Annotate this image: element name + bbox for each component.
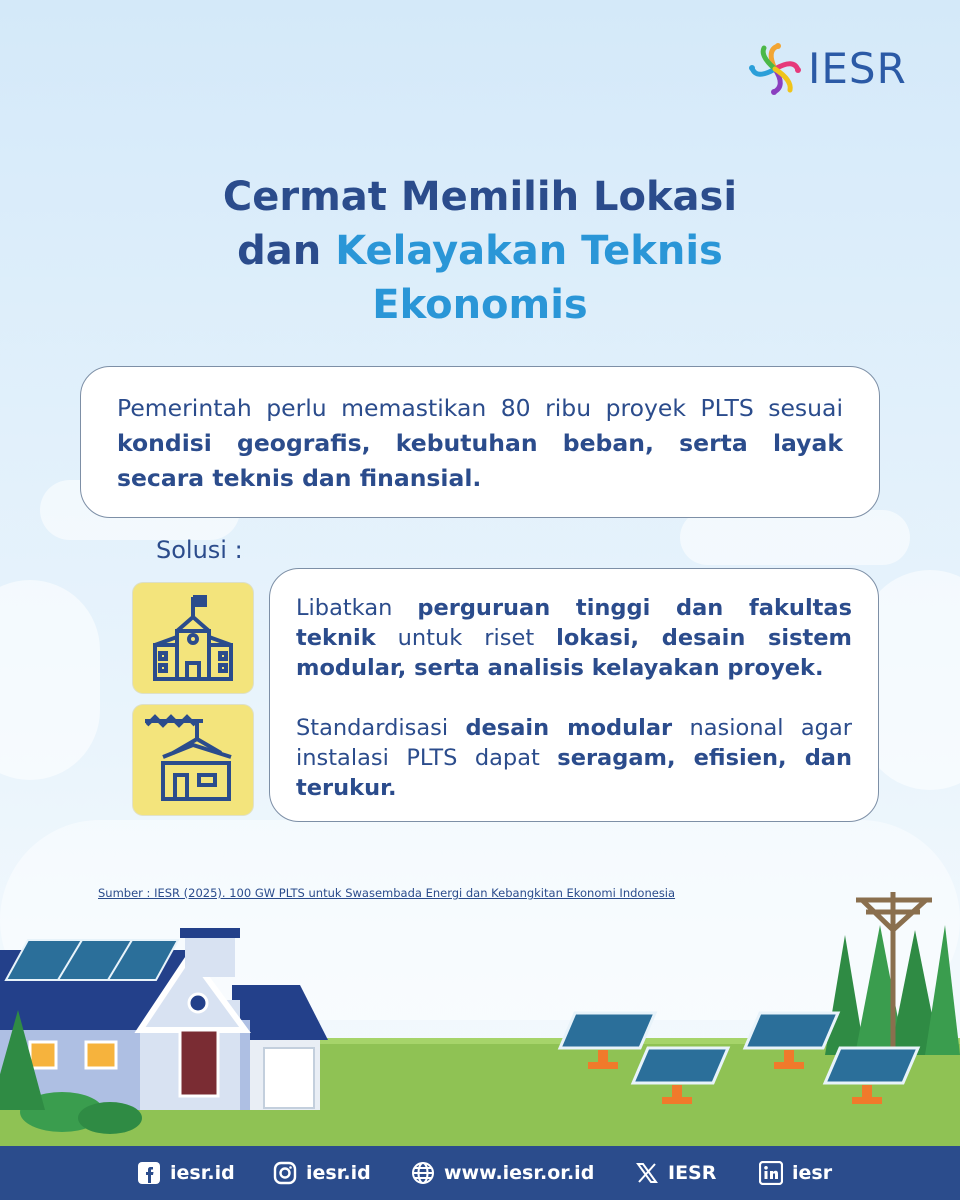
instagram-link[interactable]	[272, 1157, 371, 1189]
instagram-handle: iesr.id	[306, 1162, 371, 1184]
cloud	[0, 580, 100, 780]
university-icon	[133, 583, 253, 693]
solution-1-part-b: perguruan tinggi dan fakultas teknik	[296, 595, 852, 651]
title-line-2-light: Kelayakan Teknis	[335, 228, 723, 274]
page-title	[120, 170, 840, 332]
solution-2-part-d: seragam, efisien, dan terukur.	[296, 745, 853, 801]
intro-text	[117, 391, 843, 496]
linkedin-link[interactable]	[758, 1157, 832, 1189]
iesr-logo-icon	[746, 40, 804, 98]
solution-2-part-b: desain modular	[465, 715, 673, 741]
facebook-handle: iesr.id	[170, 1162, 235, 1184]
linkedin-icon	[758, 1160, 784, 1186]
linkedin-handle: iesr	[792, 1162, 833, 1184]
facebook-link[interactable]	[136, 1157, 235, 1189]
intro-text-regular: Pemerintah perlu memastikan 80 ribu proyek PLTS sesuai	[117, 394, 843, 422]
university-icon-box	[133, 583, 253, 693]
solution-1-part-a: Libatkan	[296, 595, 418, 621]
solusi-label: Solusi :	[156, 536, 243, 564]
intro-card	[80, 366, 880, 518]
solar-landscape-illustration	[0, 880, 960, 1150]
x-link[interactable]	[634, 1157, 716, 1189]
instagram-icon	[272, 1160, 298, 1186]
x-icon	[634, 1160, 660, 1186]
logo-text: IESR	[808, 44, 907, 93]
solution-2-part-c: nasional agar instalasi PLTS dapat	[296, 715, 852, 771]
source-link[interactable]: Sumber : IESR (2025). 100 GW PLTS untuk Swasembada Energi dan Kebangkitan Ekonomi Indonesia	[98, 886, 676, 900]
modular-house-icon	[133, 705, 253, 815]
iesr-logo	[746, 40, 916, 100]
globe-icon	[410, 1160, 436, 1186]
house-icon	[0, 928, 328, 1134]
cloud	[680, 510, 910, 565]
title-line-2-dark: dan	[237, 228, 336, 274]
title-line-3: Ekonomis	[372, 282, 588, 328]
facebook-icon	[136, 1160, 162, 1186]
intro-text-bold: kondisi geografis, kebutuhan beban, serta layak secara teknis dan finansial.	[117, 429, 843, 492]
solution-2-text	[296, 713, 852, 803]
solution-card	[269, 568, 879, 822]
website-link[interactable]	[410, 1157, 594, 1189]
title-line-1: Cermat Memilih Lokasi	[222, 174, 738, 220]
website-url: www.iesr.or.id	[444, 1162, 595, 1184]
title-line-2	[120, 224, 840, 278]
solution-2-part-a: Standardisasi	[296, 715, 466, 741]
solution-1-part-c: untuk riset	[375, 625, 557, 651]
solution-1-text	[296, 593, 852, 683]
solution-1-part-d: lokasi, desain sistem modular, serta analisis kelayakan proyek.	[296, 625, 852, 681]
x-handle: IESR	[668, 1162, 717, 1184]
modular-house-icon-box	[133, 705, 253, 815]
